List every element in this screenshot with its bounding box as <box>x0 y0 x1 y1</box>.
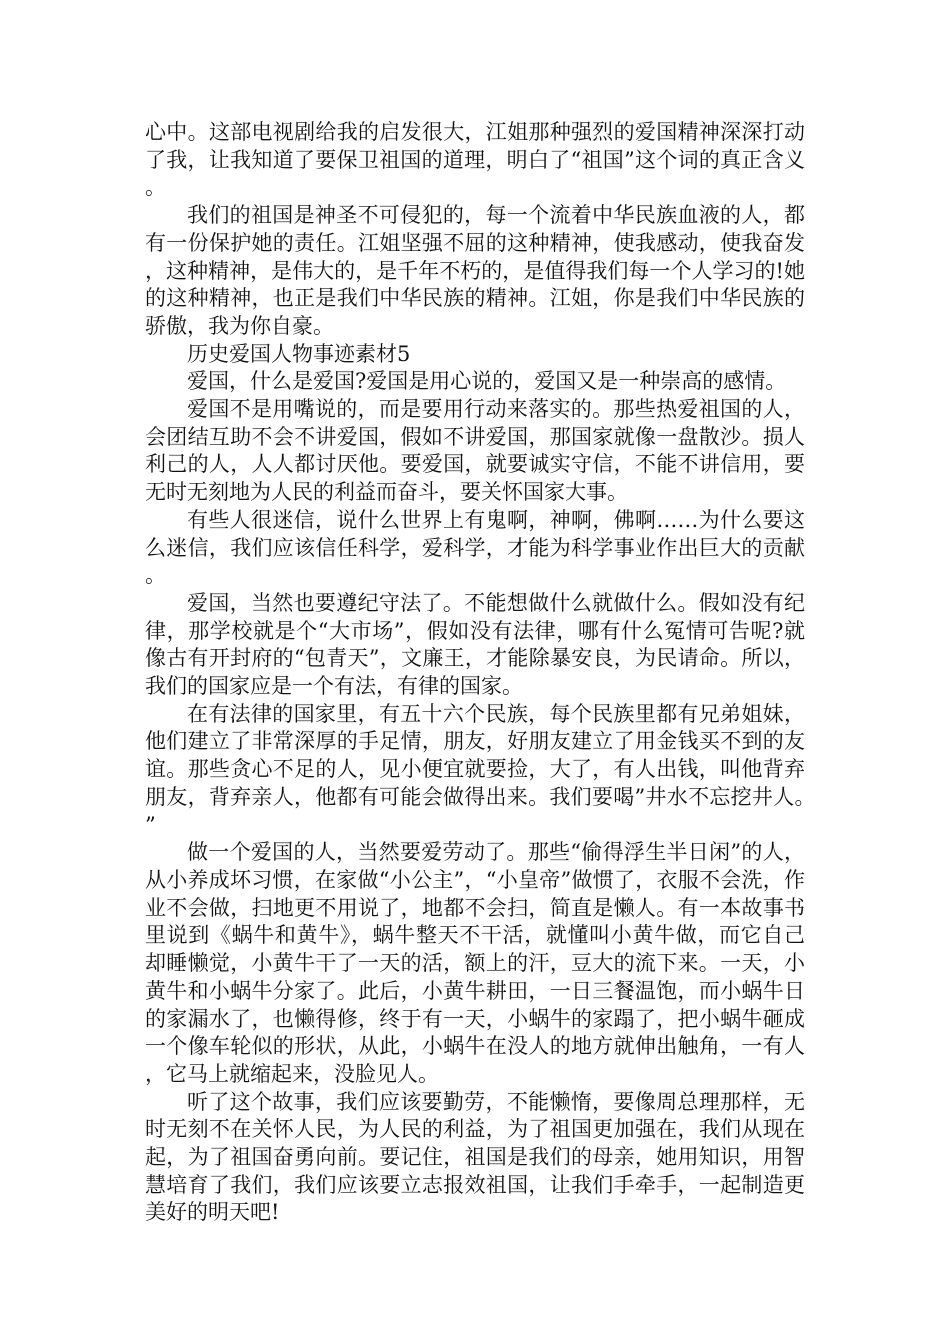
paragraph-superstition: 有些人很迷信，说什么世界上有鬼啊，神啊，佛啊……为什么要这么迷信，我们应该信任科学，爱科学，才能为科学事业作出巨大的贡献。 <box>145 507 805 588</box>
paragraph-conclusion: 听了这个故事，我们应该要勤劳，不能懒惰，要像周总理那样，无时无刻不在关怀人民，为人民的利益，为了祖国更加强在，我们从现在起，为了祖国奋勇向前。要记住，祖国是我们的母亲，她用知识，用智慧培育了我们，我们应该要立志报效祖国，让我们手牵手，一起制造更美好的明天吧! <box>145 1089 805 1225</box>
paragraph-what-is-patriotism: 爱国，什么是爱国?爱国是用心说的，爱国又是一种崇高的感情。 <box>187 369 787 394</box>
paragraph-law: 爱国，当然也要遵纪守法了。不能想做什么就做什么。假如没有纪律，那学校就是个“大市场”，假如没有法律，哪有什么冤情可告呢?就像古有开封府的“包青天”，文廉王，才能除暴安良，为民请命。所以，我们的国家应是一个有法，有律的国家。 <box>145 590 805 699</box>
paragraph-motherland-sacred: 我们的祖国是神圣不可侵犯的，每一个流着中华民族血液的人，都有一份保护她的责任。江姐坚强不屈的这种精神，使我感动，使我奋发，这种精神，是伟大的，是千年不朽的，是值得我们每一个人学习的!她的这种精神，也正是我们中华民族的精神。江姐，你是我们中华民族的骄傲，我为你自豪。 <box>145 203 805 338</box>
document-page <box>145 119 805 1227</box>
section-heading: 历史爱国人物事迹素材5 <box>187 341 411 366</box>
paragraph-action: 爱国不是用嘴说的，而是要用行动来落实的。那些热爱祖国的人，会团结互助不会不讲爱国，假如不讲爱国，那国家就像一盘散沙。损人利己的人，人人都讨厌他。要爱国，就要诚实守信，不能不讲信用，要无时无刻地为人民的利益而奋斗，要关怀国家大事。 <box>145 397 805 505</box>
paragraph-friendship: 在有法律的国家里，有五十六个民族，每个民族里都有兄弟姐妹，他们建立了非常深厚的手足情，朋友，好朋友建立了用金钱买不到的友谊。那些贪心不足的人，见小便宜就要捡，大了，有人出钱，叫他背弃朋友，背弃亲人，他都有可能会做得出来。我们要喝”井水不忘挖井人。” <box>145 701 805 837</box>
paragraph-continued: 心中。这部电视剧给我的启发很大，江姐那种强烈的爱国精神深深打动了我，让我知道了要保卫祖国的道理，明白了“祖国”这个词的真正含义。 <box>145 120 805 200</box>
paragraph-labor: 做一个爱国的人，当然要爱劳动了。那些“偷得浮生半日闲”的人，从小养成坏习惯，在家做“小公主”，“小皇帝”做惯了，衣服不会洗，作业不会做，扫地更不用说了，地都不会扫，简直是懒人。有一本故事书里说到《蜗牛和黄牛》，蜗牛整天不干活，就懂叫小黄牛做，而它自己却睡懒觉，小黄牛干了一天的活，额上的汗，豆大的流下来。一天，小黄牛和小蜗牛分家了。此后，小黄牛耕田，一日三餐温饱，而小蜗牛日的家漏水了，也懒得修，终于有一天，小蜗牛的家蹋了，把小蜗牛砸成一个像车轮似的形状，从此，小蜗牛在没人的地方就伸出触角，一有人，它马上就缩起来，没脸见人。 <box>145 840 805 1086</box>
